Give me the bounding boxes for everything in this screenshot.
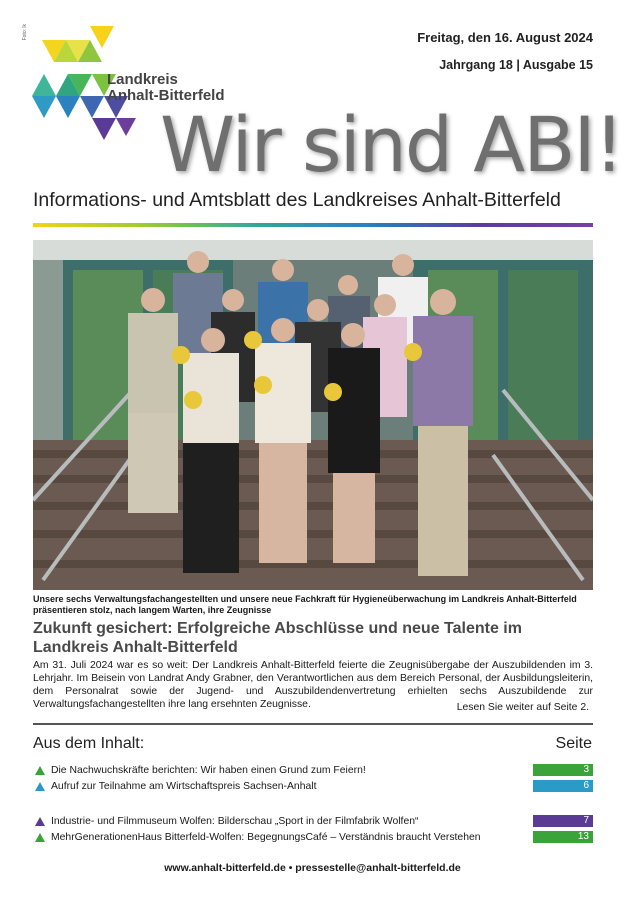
toc-item-text: MehrGenerationenHaus Bitterfeld-Wolfen: BegegnungsCafé – Verständnis braucht Verstehen [51,832,481,843]
toc-page-heading: Seite [555,735,592,752]
cover-photo [33,240,593,590]
issue-date: Freitag, den 16. August 2024 [417,30,593,45]
issue-volume: Jahrgang 18 | Ausgabe 15 [439,58,593,72]
toc-item[interactable] [33,815,593,829]
toc-item-page: 6 [533,780,593,792]
read-more-link[interactable]: Lesen Sie weiter auf Seite 2. [456,702,589,713]
toc-item[interactable] [33,780,593,794]
toc-item-page: 7 [533,815,593,827]
masthead-title: Wir sind ABI! [160,100,623,189]
triangle-bullet-icon [35,782,45,791]
rainbow-divider [33,223,593,227]
triangle-bullet-icon [35,817,45,826]
triangle-bullet-icon [35,833,45,842]
photo-caption: Unsere sechs Verwaltungsfachangestellten und unsere neue Fachkraft für Hygieneüberwachung im Landkreis Anhalt-Bitterfeld präsentieren stolz, nach langem Warten, ihre Zeugnisse [33,594,577,615]
article-body: Am 31. Juli 2024 war es so weit: Der Landkreis Anhalt-Bitterfeld feierte die Zeugnisübergabe der Auszubildenden im 3. Lehrjahr. Im Beisein von Landrat Andy Grabner, den Verantwortlichen aus dem Bereich Personal, der Ausbildungsleiterin, dem Personalrat sowie der Jugend- und Auszubildendenvertretung erhielten sechs Auszubildende zur Verwaltungsfachangestellten ihre lang ersehnten Zeugnisse. [33,660,593,710]
toc-item-text: Aufruf zur Teilnahme am Wirtschaftspreis Sachsen-Anhalt [51,781,317,792]
footer-contact[interactable]: www.anhalt-bitterfeld.de • pressestelle@anhalt-bitterfeld.de [164,862,461,874]
logo-line-1: Landkreis [107,71,178,88]
logo-line-2: Anhalt-Bitterfeld [107,87,225,104]
toc-title: Aus dem Inhalt: [33,735,145,752]
toc-item[interactable] [33,831,593,845]
article-headline: Zukunft gesichert: Erfolgreiche Abschlüsse und neue Talente im Landkreis Anhalt-Bitterfeld [33,620,522,656]
toc-item-page: 13 [533,831,593,843]
toc-item-text: Industrie- und Filmmuseum Wolfen: Bilderschau „Sport in der Filmfabrik Wolfen“ [51,816,419,827]
photo-credit: Foto: lk [22,24,28,41]
toc-item-page: 3 [533,764,593,776]
triangle-bullet-icon [35,766,45,775]
masthead-subtitle: Informations- und Amtsblatt des Landkreises Anhalt-Bitterfeld [33,189,561,211]
toc-item-text: Die Nachwuchskräfte berichten: Wir haben einen Grund zum Feiern! [51,765,366,776]
toc-item[interactable] [33,764,593,778]
section-divider [33,723,593,725]
